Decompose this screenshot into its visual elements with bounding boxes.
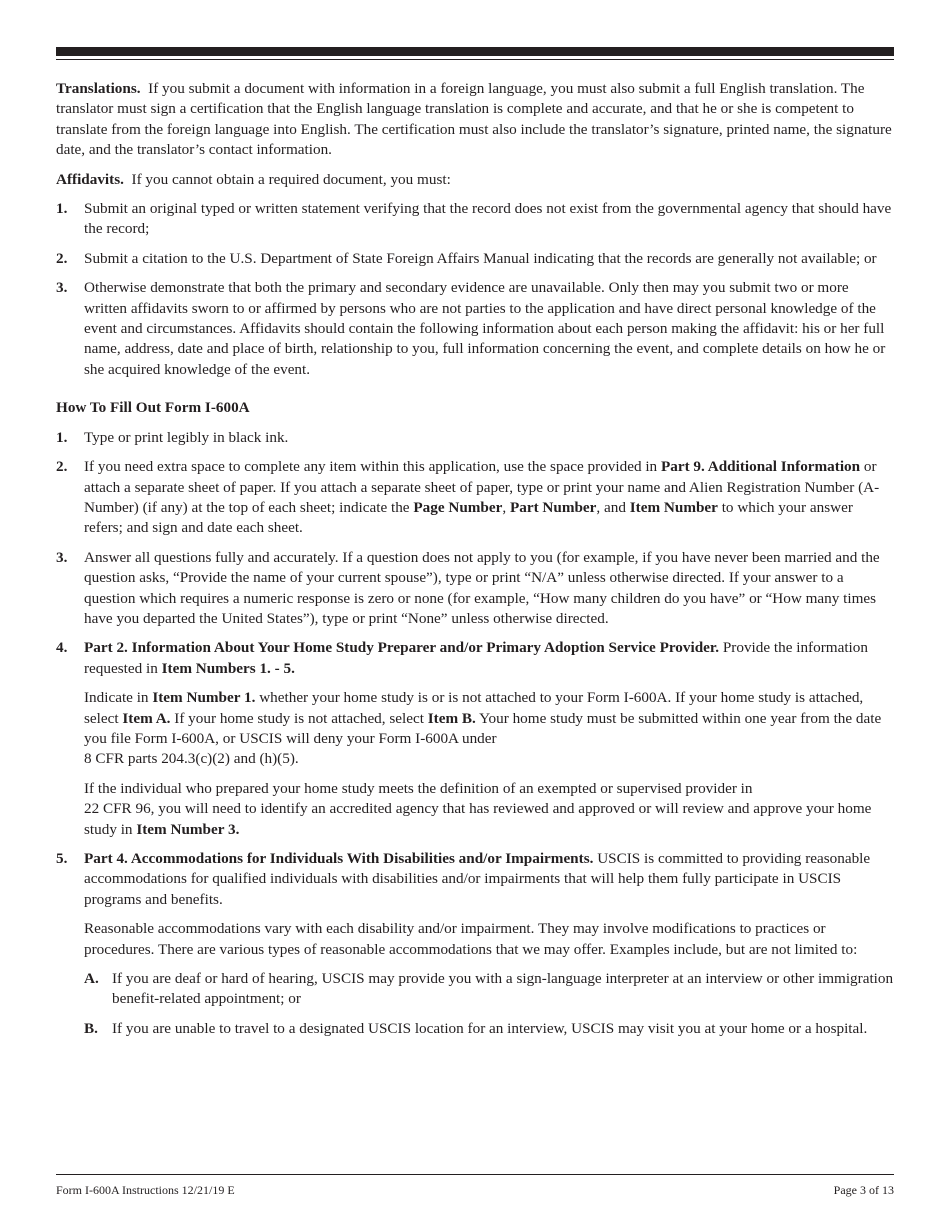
affidavits-paragraph: [56, 170, 894, 190]
header-thin-rule: [56, 59, 894, 60]
text-run: Indicate in: [84, 689, 153, 707]
list-text: Submit a citation to the U.S. Department of State Foreign Affairs Manual indicating that the records are generally not available; or: [84, 249, 877, 267]
list-text: Type or print legibly in black ink.: [84, 428, 289, 446]
text-run: Your home study must be submitted within one year from the date you file Form I-600A, or USCIS will deny your Form I-600A under: [84, 709, 882, 747]
footer-form-id: Form I-600A Instructions 12/21/19 E: [56, 1183, 235, 1197]
text-run: If the individual who prepared your home study meets the definition of an exempted or supervised provider in: [84, 779, 753, 797]
list-text: Otherwise demonstrate that both the primary and secondary evidence are unavailable. Only then may you submit two or more written affidavits sworn to or affirmed by persons who are not parties to the application and have direct personal knowledge of the event and circumstances. Affidavits should contain the following information about each person making the affidavit: his or her full name, address, date and place of birth, relationship to you, full information concerning the event, and complete details on how he or she acquired knowledge of the event.: [84, 279, 886, 378]
bold-run: Item Number 3.: [136, 820, 240, 838]
list-number: 5.: [56, 850, 68, 867]
list-letter: A.: [84, 970, 99, 988]
bold-run: Item Numbers 1. - 5.: [161, 659, 295, 677]
item4-paragraph-3: [84, 779, 894, 840]
header-thick-rule: [56, 47, 894, 56]
bold-run: Part Number: [509, 498, 597, 516]
list-text: Submit an original typed or written statement verifying that the record does not exist from the governmental agency that should have the record;: [84, 200, 892, 238]
item4-paragraph-2: [84, 688, 894, 770]
footer-rule: [56, 1174, 894, 1175]
list-text: If you are unable to travel to a designated USCIS location for an interview, USCIS may visit you at your home or a hospital.: [112, 1019, 868, 1037]
affidavits-item-2: [56, 249, 894, 269]
bold-run: Page Number: [413, 498, 503, 516]
list-number: 2.: [56, 458, 68, 476]
list-number: 2.: [56, 249, 68, 267]
text-run: USCIS is committed to providing reasonable accommodations for qualified individuals with disabilities and/or impairments that will help them fully participate in USCIS programs and benefits.: [84, 850, 871, 908]
list-number: 3.: [56, 279, 68, 297]
list-text: [84, 458, 879, 536]
translations-text: If you submit a document with information in a foreign language, you must also submit a full English translation. The translator must sign a certification that the English language translation is complete and accurate, and that he or she is competent to translate from the foreign language into English. The certification must also include the translator’s signature, printed name, the signature date, and the translator’s contact information.: [56, 80, 892, 159]
translations-paragraph: [56, 79, 894, 161]
affidavits-label: Affidavits.: [56, 170, 124, 188]
text-run: , and: [596, 498, 630, 516]
affidavits-item-3: [56, 278, 894, 380]
howto-item-2: [56, 457, 894, 539]
text-run: If your home study is not attached, select: [170, 709, 428, 727]
howto-item-5: [56, 849, 894, 1039]
text-run: 22 CFR 96, you will need to identify an accredited agency that has reviewed and approved or will review and approve your home study in: [84, 800, 872, 838]
affidavits-item-1: [56, 199, 894, 240]
item5-paragraph-1: [84, 849, 894, 910]
list-number: 1.: [56, 200, 68, 218]
sublist-item-b: [84, 1019, 894, 1039]
text-run: whether your home study is or is not attached to your Form I-600A. If your home study is attached, select: [84, 689, 864, 727]
howto-item-4: [56, 638, 894, 840]
bold-run: Part 4. Accommodations for Individuals With Disabilities and/or Impairments.: [84, 850, 594, 867]
sublist-item-a: [84, 969, 894, 1010]
bold-run: Part 2. Information About Your Home Study Preparer and/or Primary Adoption Service Provider.: [84, 639, 720, 657]
bold-run: Item A.: [122, 709, 171, 727]
list-number: 3.: [56, 548, 68, 566]
list-letter: B.: [84, 1019, 98, 1037]
text-run: ,: [502, 498, 510, 516]
text-run: 8 CFR parts 204.3(c)(2) and (h)(5).: [84, 750, 299, 768]
bold-run: Item B.: [427, 709, 476, 727]
bold-run: Item Number: [629, 498, 718, 516]
text-run: or attach a separate sheet of paper. If you attach a separate sheet of paper, type or print your name and Alien Registration Number (A-Number) (if any) at the top of each sheet; indicate the: [84, 458, 880, 516]
item4-paragraph-1: [84, 638, 894, 679]
bold-run: Part 9. Additional Information: [660, 458, 861, 476]
howto-item-3: [56, 548, 894, 630]
footer-page-number: Page 3 of 13: [833, 1183, 894, 1197]
text-run: If you need extra space to complete any item within this application, use the space provided in: [84, 458, 661, 476]
item5-sublist: [84, 969, 894, 1039]
bold-run: Item Number 1.: [152, 689, 256, 707]
item5-paragraph-2: Reasonable accommodations vary with each disability and/or impairment. They may involve modifications to practices or procedures. There are various types of reasonable accommodations that we may offer. Examples include, but are not limited to:: [84, 920, 858, 958]
text-run: to which your answer refers; and sign and date each sheet.: [84, 498, 853, 537]
affidavits-text: If you cannot obtain a required document, you must:: [131, 170, 451, 188]
translations-label: Translations.: [56, 80, 141, 97]
howto-item-1: [56, 428, 894, 448]
list-text: Answer all questions fully and accurately. If a question does not apply to you (for example, if you have never been married and the question asks, “Provide the name of your current spouse”), type or print “N/A” unless otherwise directed. If your answer to a question which requires a numeric response is zero or none (for example, “How many children do you have” or “How many times have you departed the United States”), type or print “None” unless otherwise directed.: [84, 548, 880, 627]
text-run: Provide the information requested in: [84, 639, 868, 677]
list-text: If you are deaf or hard of hearing, USCIS may provide you with a sign-language interpreter at an interview or other immigration benefit-related appointment; or: [112, 970, 894, 1008]
section-heading: How To Fill Out Form I-600A: [56, 399, 250, 417]
page-content: [56, 79, 894, 1048]
list-number: 1.: [56, 428, 68, 446]
list-number: 4.: [56, 639, 68, 657]
